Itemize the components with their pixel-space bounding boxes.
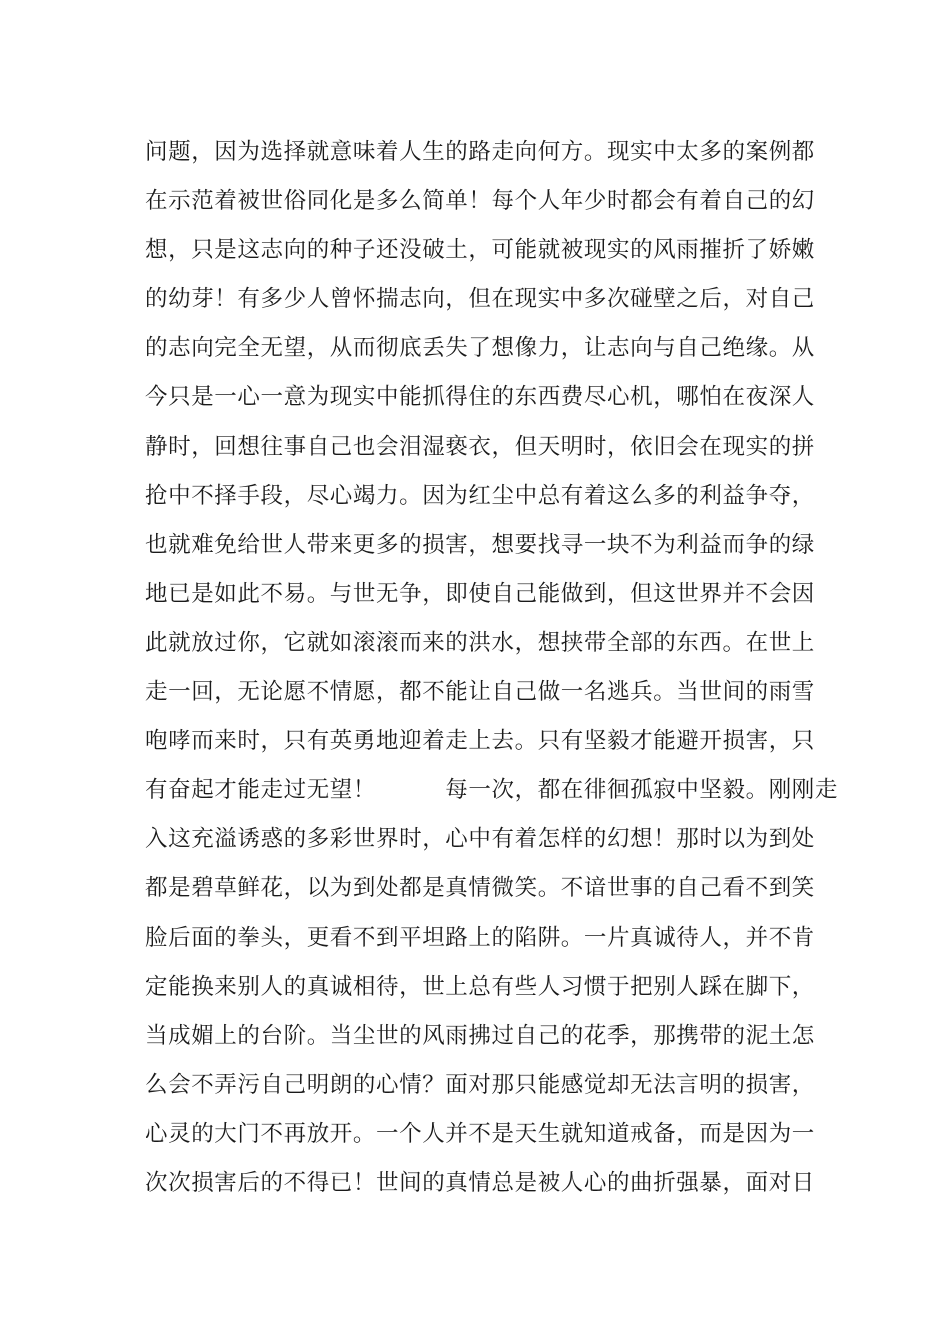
text-line: 次次损害后的不得已！世间的真情总是被人心的曲折强暴，面对日 (145, 1169, 815, 1196)
text-line: 抢中不择手段，尽心竭力。因为红尘中总有着这么多的利益争夺， (145, 482, 815, 509)
text-line: 的幼芽！有多少人曾怀揣志向，但在现实中多次碰壁之后，对自己 (145, 286, 815, 313)
text-line: 么会不弄污自己明朗的心情？面对那只能感觉却无法言明的损害， (145, 1071, 815, 1098)
text-line: 有奋起才能走过无望！ 每一次，都在徘徊孤寂中坚毅。刚刚走 (145, 777, 839, 804)
text-line: 当成媚上的台阶。当尘世的风雨拂过自己的花季，那携带的泥土怎 (145, 1022, 815, 1049)
text-line: 此就放过你，它就如滚滚而来的洪水，想挟带全部的东西。在世上 (145, 629, 815, 656)
text-line: 的志向完全无望，从而彻底丢失了想像力，让志向与自己绝缘。从 (145, 335, 815, 362)
body-paragraph (145, 128, 839, 1208)
text-line: 定能换来别人的真诚相待，世上总有些人习惯于把别人踩在脚下， (145, 973, 815, 1000)
text-line: 问题，因为选择就意味着人生的路走向何方。现实中太多的案例都 (145, 139, 815, 165)
text-line: 心灵的大门不再放开。一个人并不是天生就知道戒备，而是因为一 (145, 1120, 815, 1147)
text-line: 走一回，无论愿不情愿，都不能让自己做一名逃兵。当世间的雨雪 (145, 679, 815, 706)
text-line: 脸后面的拳头，更看不到平坦路上的陷阱。一片真诚待人，并不肯 (145, 924, 815, 951)
text-line: 想，只是这志向的种子还没破土，可能就被现实的风雨摧折了娇嫩 (145, 237, 815, 264)
text-line: 在示范着被世俗同化是多么简单！每个人年少时都会有着自己的幻 (145, 188, 815, 215)
text-line: 咆哮而来时，只有英勇地迎着走上去。只有坚毅才能避开损害，只 (145, 728, 815, 755)
text-line: 入这充溢诱惑的多彩世界时，心中有着怎样的幻想！那时以为到处 (145, 826, 815, 853)
text-line: 静时，回想往事自己也会泪湿亵衣，但天明时，依旧会在现实的拼 (145, 433, 815, 460)
text-line: 也就难免给世人带来更多的损害，想要找寻一块不为利益而争的绿 (145, 531, 815, 558)
text-line: 地已是如此不易。与世无争，即使自己能做到，但这世界并不会因 (145, 580, 815, 607)
text-line: 今只是一心一意为现实中能抓得住的东西费尽心机，哪怕在夜深人 (145, 384, 815, 411)
text-line: 都是碧草鲜花，以为到处都是真情微笑。不谙世事的自己看不到笑 (145, 875, 815, 902)
